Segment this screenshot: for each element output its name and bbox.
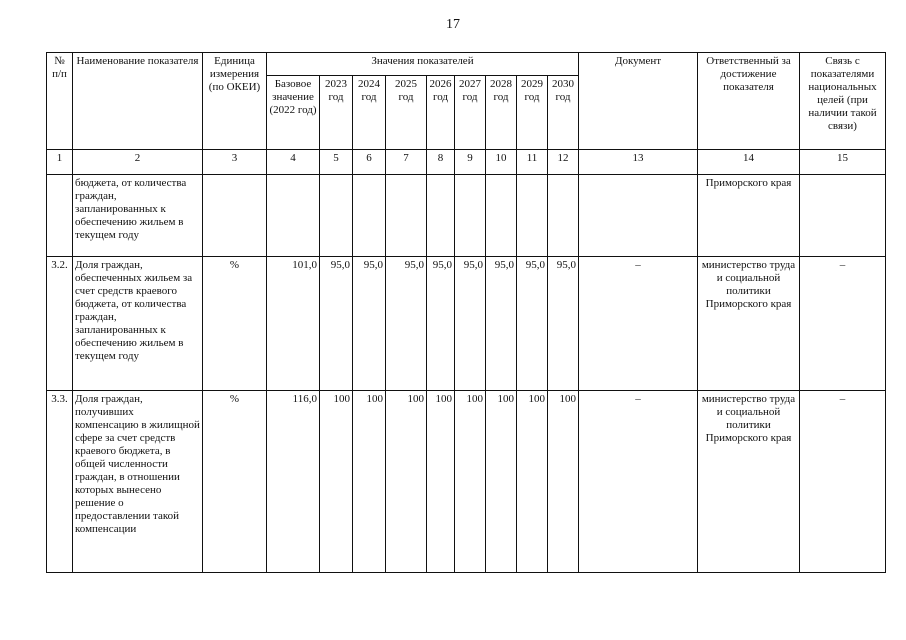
header-year-2027: 2027 год <box>455 75 486 149</box>
header-unit: Единица измерения (по ОКЕИ) <box>203 53 267 150</box>
row-value <box>320 175 353 257</box>
row-value: 100 <box>517 391 548 573</box>
row-value: 100 <box>353 391 386 573</box>
row-value <box>486 175 517 257</box>
column-number: 14 <box>698 150 800 175</box>
row-responsible: министерство труда и социальной политики Приморского края <box>698 257 800 391</box>
column-number: 9 <box>455 150 486 175</box>
row-value: 100 <box>486 391 517 573</box>
row-value: 95,0 <box>486 257 517 391</box>
row-name: Доля граждан, получивших компенсацию в жилищной сфере за счет средств краевого бюджета, в общей численности граждан, в отношении которых вынесено решение о предоставлении такой компенсации <box>73 391 203 573</box>
column-number: 13 <box>579 150 698 175</box>
header-year-2024: 2024 год <box>353 75 386 149</box>
row-value <box>427 175 455 257</box>
column-number: 10 <box>486 150 517 175</box>
row-value <box>455 175 486 257</box>
row-value: 100 <box>320 391 353 573</box>
header-year-2028: 2028 год <box>486 75 517 149</box>
header-responsible: Ответственный за достижение показателя <box>698 53 800 150</box>
row-value: 95,0 <box>548 257 579 391</box>
column-number: 12 <box>548 150 579 175</box>
row-value: 95,0 <box>517 257 548 391</box>
row-num: 3.2. <box>47 257 73 391</box>
row-value: 100 <box>427 391 455 573</box>
row-value <box>517 175 548 257</box>
row-responsible: министерство труда и социальной политики Приморского края <box>698 391 800 573</box>
row-value: 100 <box>455 391 486 573</box>
row-value: 95,0 <box>353 257 386 391</box>
header-year-2026: 2026 год <box>427 75 455 149</box>
row-base: 101,0 <box>267 257 320 391</box>
header-link: Связь с показателями национальных целей (при наличии такой связи) <box>800 53 886 150</box>
row-name: Доля граждан, обеспеченных жильем за счет средств краевого бюджета, от количества граждан, запланированных к обеспечению жильем в текущем году <box>73 257 203 391</box>
column-number: 5 <box>320 150 353 175</box>
row-value: 95,0 <box>320 257 353 391</box>
row-value: 95,0 <box>427 257 455 391</box>
header-document: Документ <box>579 53 698 150</box>
row-link: – <box>800 391 886 573</box>
row-num <box>47 175 73 257</box>
row-value <box>353 175 386 257</box>
row-name: бюджета, от количества граждан, запланированных к обеспечению жильем в текущем году <box>73 175 203 257</box>
row-unit <box>203 175 267 257</box>
column-number: 6 <box>353 150 386 175</box>
row-link <box>800 175 886 257</box>
row-document: – <box>579 257 698 391</box>
column-number: 2 <box>73 150 203 175</box>
column-number: 15 <box>800 150 886 175</box>
row-value: 100 <box>548 391 579 573</box>
header-name: Наименование показателя <box>73 53 203 150</box>
table-row <box>47 391 886 573</box>
column-number: 11 <box>517 150 548 175</box>
header-year-2029: 2029 год <box>517 75 548 149</box>
row-responsible: Приморского края <box>698 175 800 257</box>
column-number: 7 <box>386 150 427 175</box>
row-document <box>579 175 698 257</box>
row-value <box>548 175 579 257</box>
header-year-2030: 2030 год <box>548 75 579 149</box>
row-unit: % <box>203 257 267 391</box>
row-num: 3.3. <box>47 391 73 573</box>
row-base: 116,0 <box>267 391 320 573</box>
row-unit: % <box>203 391 267 573</box>
column-number: 1 <box>47 150 73 175</box>
row-value: 100 <box>386 391 427 573</box>
header-year-2023: 2023 год <box>320 75 353 149</box>
table-row <box>47 257 886 391</box>
row-value <box>386 175 427 257</box>
column-number-row <box>47 150 886 175</box>
header-num: № п/п <box>47 53 73 150</box>
column-number: 4 <box>267 150 320 175</box>
indicators-table <box>46 52 886 573</box>
header-base: Базовое значение (2022 год) <box>267 75 320 149</box>
column-number: 8 <box>427 150 455 175</box>
row-base <box>267 175 320 257</box>
header-values-group: Значения показателей <box>267 53 579 76</box>
row-link: – <box>800 257 886 391</box>
table-row <box>47 175 886 257</box>
page-number: 17 <box>446 17 460 32</box>
row-value: 95,0 <box>386 257 427 391</box>
row-value: 95,0 <box>455 257 486 391</box>
column-number: 3 <box>203 150 267 175</box>
row-document: – <box>579 391 698 573</box>
header-year-2025: 2025 год <box>386 75 427 149</box>
